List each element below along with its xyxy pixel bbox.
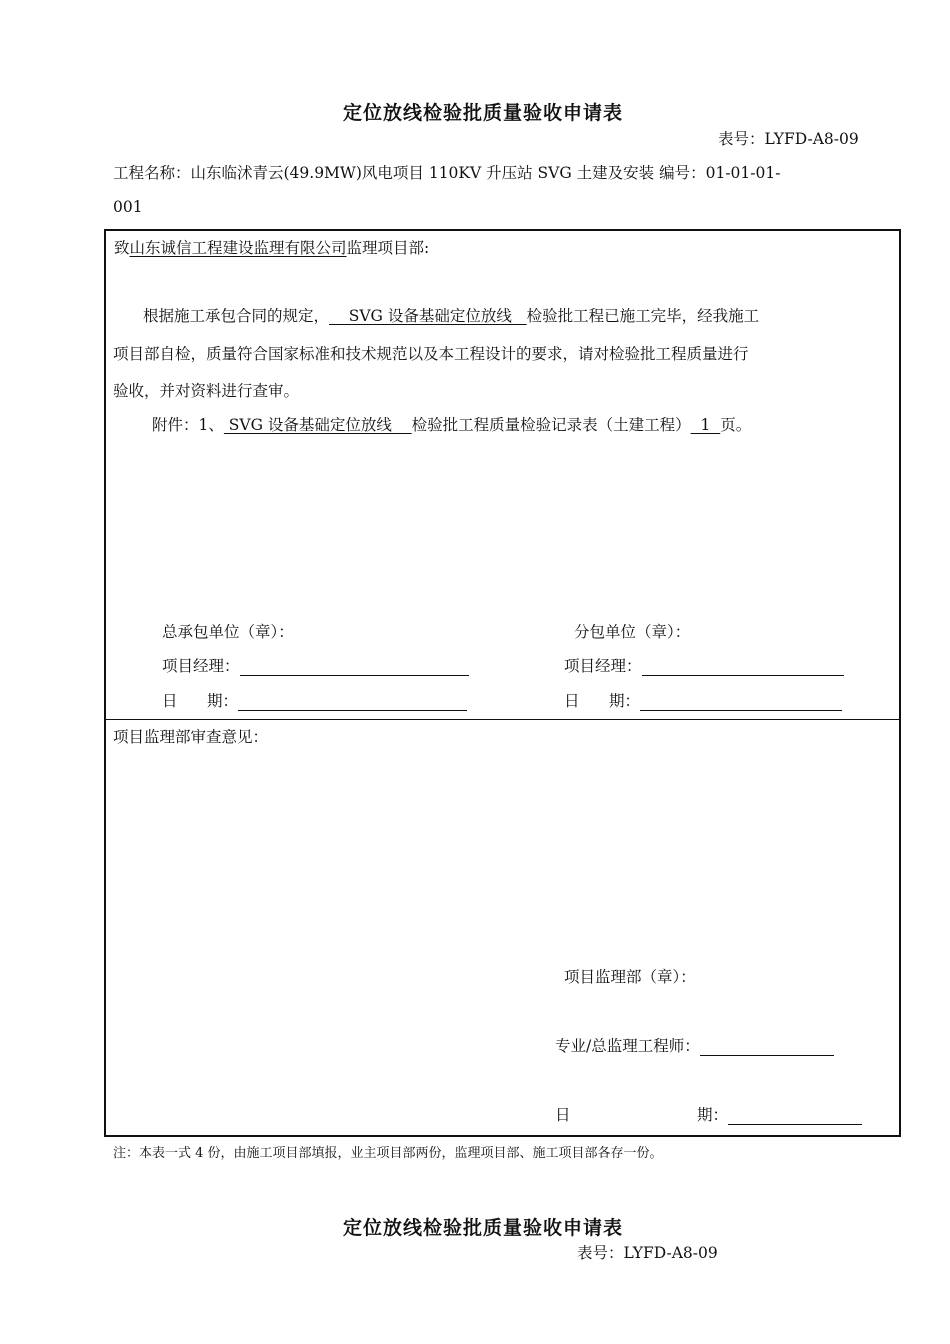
addressee-line (114, 236, 429, 258)
application-form-box (104, 229, 901, 1137)
section-divider (105, 719, 900, 720)
supervision-engineer-signature-line (700, 1040, 834, 1056)
review-opinion-label: 项目监理部审查意见： (113, 728, 269, 746)
body-prefix: 根据施工承包合同的规定， (143, 307, 330, 325)
project-number-continued: 001 (113, 198, 143, 216)
supervision-engineer-row (555, 1034, 834, 1056)
sub-pm-label: 项目经理： (564, 657, 642, 675)
gc-date-label: 日 期： (162, 692, 239, 710)
page-2-title: 定位放线检验批质量验收申请表 (343, 1217, 624, 1239)
gc-pm-signature-line (240, 660, 469, 676)
sub-date-row (564, 689, 842, 711)
attachment-item-name: SVG 设备基础定位放线 (223, 416, 412, 434)
body-suffix: 检验批工程已施工完毕，经我施工 (526, 307, 760, 325)
inspection-item-name: SVG 设备基础定位放线 (329, 307, 527, 325)
gc-pm-row (162, 654, 469, 676)
project-name-line: 工程名称：山东临沭青云(49.9MW)风电项目 110KV 升压站 SVG 土建及安装 编号：01-01-01- (113, 164, 781, 182)
supervision-dept-label: 项目监理部（章）： (564, 968, 696, 986)
body-line-3: 验收，并对资料进行查审。 (113, 382, 300, 400)
supervision-engineer-label: 专业/总监理工程师： (555, 1037, 700, 1055)
attachment-prefix: 附件：1、 (152, 416, 224, 434)
sub-pm-row (564, 654, 844, 676)
addressee-suffix: 监理项目部: (346, 239, 430, 257)
supervision-date-line (728, 1109, 862, 1125)
sub-date-line (640, 695, 842, 711)
sub-unit-label: 分包单位（章）： (574, 623, 691, 641)
attachment-page-count: 1 (690, 416, 721, 434)
gc-pm-label: 项目经理： (162, 657, 240, 675)
supervision-date-row (697, 1103, 862, 1125)
footnote: 注：本表一式 4 份，由施工项目部填报，业主项目部两份，监理项目部、施工项目部各存一份。 (113, 1146, 663, 1161)
gc-date-row (162, 689, 467, 711)
form-number: 表号：LYFD-A8-09 (718, 130, 859, 148)
page-title: 定位放线检验批质量验收申请表 (343, 102, 624, 124)
attachment-line (152, 413, 751, 435)
page-2-form-number: 表号：LYFD-A8-09 (577, 1244, 718, 1262)
supervision-date-label-b: 期： (697, 1106, 729, 1124)
sub-pm-signature-line (642, 660, 844, 676)
gc-unit-label: 总承包单位（章）： (162, 623, 294, 641)
addressee-company: 山东诚信工程建设监理有限公司 (129, 239, 347, 257)
body-line-1 (143, 304, 759, 326)
body-line-2: 项目部自检，质量符合国家标准和技术规范以及本工程设计的要求，请对检验批工程质量进行 (113, 345, 749, 363)
attachment-mid: 检验批工程质量检验记录表（土建工程） (411, 416, 691, 434)
supervision-date-label-a: 日 (555, 1106, 571, 1124)
addressee-prefix: 致 (114, 239, 130, 257)
sub-date-label: 日 期： (564, 692, 641, 710)
attachment-suffix: 页。 (720, 416, 752, 434)
gc-date-line (238, 695, 467, 711)
